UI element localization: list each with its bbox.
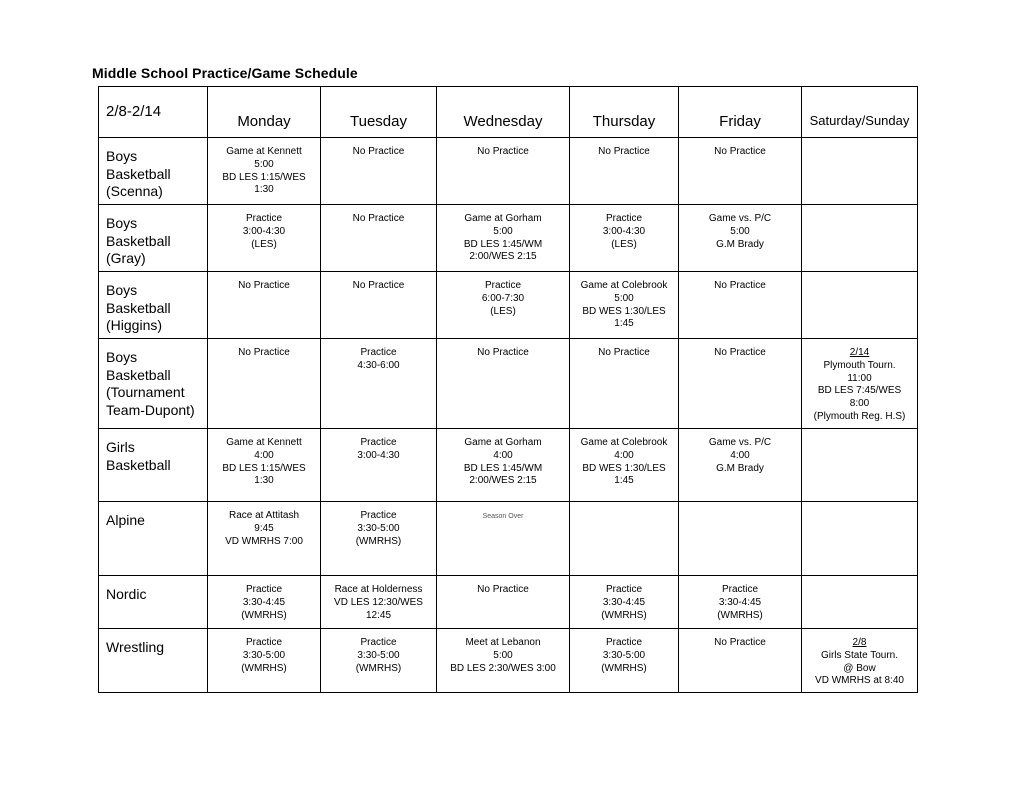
schedule-cell-friday bbox=[679, 205, 802, 272]
event-line: VD WMRHS 7:00 bbox=[225, 535, 303, 547]
event-line: BD LES 1:15/WES bbox=[222, 462, 306, 474]
event-line: 3:30-5:00 bbox=[242, 649, 286, 661]
event-line: Practice bbox=[360, 510, 397, 521]
event-line: 4:00 bbox=[493, 449, 513, 461]
event-line: 4:00 bbox=[614, 449, 634, 461]
schedule-row bbox=[99, 339, 918, 429]
team-name-line: Boys bbox=[106, 215, 138, 231]
schedule-cell-tuesday bbox=[321, 576, 437, 629]
team-name-line: Basketball bbox=[106, 165, 171, 182]
event-line: 3:30-4:45 bbox=[718, 596, 762, 608]
event-line: No Practice bbox=[238, 347, 290, 358]
team-name-line: Girls bbox=[106, 439, 135, 455]
schedule-cell-monday bbox=[208, 272, 321, 339]
event-line: No Practice bbox=[598, 347, 650, 358]
team-name-line: (Scenna) bbox=[106, 183, 163, 199]
event-line: (WMRHS) bbox=[601, 609, 647, 621]
schedule-cell-monday bbox=[208, 502, 321, 576]
team-name-cell bbox=[99, 629, 208, 693]
schedule-row bbox=[99, 272, 918, 339]
schedule-cell-friday bbox=[679, 576, 802, 629]
team-name-line: Boys bbox=[106, 349, 138, 365]
schedule-cell-thursday bbox=[570, 339, 679, 429]
schedule-cell-weekend bbox=[802, 138, 918, 205]
event-line: 3:30-4:45 bbox=[602, 596, 646, 608]
event-line: 3:30-4:45 bbox=[242, 596, 286, 608]
event-line: 1:30 bbox=[254, 184, 274, 196]
schedule-cell-wednesday bbox=[437, 576, 570, 629]
event-line: G.M Brady bbox=[716, 238, 764, 250]
team-name-cell bbox=[99, 205, 208, 272]
schedule-cell-monday bbox=[208, 339, 321, 429]
event-line: (Plymouth Reg. H.S) bbox=[813, 410, 906, 422]
team-name-line: (Higgins) bbox=[106, 317, 163, 333]
event-line: No Practice bbox=[352, 146, 405, 157]
event-line: 2:00/WES 2:15 bbox=[469, 251, 537, 263]
schedule-row bbox=[99, 576, 918, 629]
event-line: (LES) bbox=[611, 238, 637, 250]
event-line: (WMRHS) bbox=[241, 662, 287, 674]
schedule-cell-weekend bbox=[802, 576, 918, 629]
schedule-cell-thursday bbox=[570, 138, 679, 205]
schedule-cell-friday bbox=[679, 272, 802, 339]
event-line: BD LES 1:15/WES bbox=[222, 171, 306, 183]
event-line: 9:45 bbox=[254, 522, 274, 534]
schedule-cell-thursday bbox=[570, 429, 679, 502]
event-line: 1:30 bbox=[254, 475, 274, 487]
event-line: 4:30-6:00 bbox=[357, 359, 400, 371]
team-name-line: Boys bbox=[106, 282, 138, 298]
event-line: (LES) bbox=[490, 305, 516, 317]
schedule-cell-weekend bbox=[802, 429, 918, 502]
schedule-cell-tuesday bbox=[321, 138, 437, 205]
event-line: No Practice bbox=[352, 213, 405, 224]
event-line: 3:00-4:30 bbox=[357, 449, 400, 461]
event-line: Girls State Tourn. bbox=[820, 649, 899, 661]
event-line: 11:00 bbox=[847, 372, 872, 384]
schedule-cell-thursday bbox=[570, 502, 679, 576]
event-line: Practice bbox=[484, 280, 522, 291]
event-line: 4:00 bbox=[254, 449, 274, 461]
schedule-cell-wednesday bbox=[437, 629, 570, 693]
schedule-row bbox=[99, 502, 918, 576]
event-line: BD LES 1:45/WM bbox=[463, 238, 543, 250]
schedule-title: Middle School Practice/Game Schedule bbox=[92, 65, 358, 81]
event-line: Practice bbox=[605, 637, 643, 648]
team-name-cell bbox=[99, 502, 208, 576]
event-line: BD WES 1:30/LES bbox=[582, 462, 666, 474]
schedule-cell-wednesday bbox=[437, 205, 570, 272]
event-line: 3:30-5:00 bbox=[357, 522, 400, 534]
event-line: Practice bbox=[605, 584, 643, 595]
team-name-line: (Gray) bbox=[106, 250, 146, 266]
event-line: 5:00 bbox=[493, 225, 513, 237]
schedule-cell-monday bbox=[208, 429, 321, 502]
event-line: BD LES 7:45/WES bbox=[817, 385, 902, 397]
schedule-cell-friday bbox=[679, 138, 802, 205]
event-line: Game at Colebrook bbox=[580, 280, 668, 291]
event-line: 1:45 bbox=[614, 318, 634, 330]
schedule-cell-friday bbox=[679, 339, 802, 429]
event-line: Game at Gorham bbox=[464, 437, 542, 448]
event-line: 1:45 bbox=[614, 475, 634, 487]
schedule-cell-weekend bbox=[802, 502, 918, 576]
event-line: Practice bbox=[605, 213, 643, 224]
schedule-body bbox=[99, 87, 918, 693]
event-line: 2:00/WES 2:15 bbox=[469, 475, 537, 487]
event-line: 6:00-7:30 bbox=[481, 292, 525, 304]
schedule-cell-thursday bbox=[570, 576, 679, 629]
event-line: No Practice bbox=[714, 146, 766, 157]
team-name-line: Basketball bbox=[106, 456, 171, 473]
schedule-cell-friday bbox=[679, 502, 802, 576]
event-line: Practice bbox=[360, 347, 397, 358]
event-line: No Practice bbox=[352, 280, 405, 291]
event-line: G.M Brady bbox=[716, 462, 764, 474]
event-line: (WMRHS) bbox=[717, 609, 763, 621]
event-line: Practice bbox=[245, 584, 283, 595]
team-name-line: (Tournament bbox=[106, 384, 185, 400]
schedule-cell-tuesday bbox=[321, 272, 437, 339]
day-header-monday: Monday bbox=[208, 87, 321, 138]
schedule-cell-weekend bbox=[802, 629, 918, 693]
team-name-line: Basketball bbox=[106, 299, 171, 316]
day-header-weekend: Saturday/Sunday bbox=[802, 87, 918, 138]
event-line: No Practice bbox=[238, 280, 290, 291]
event-line: Practice bbox=[721, 584, 759, 595]
schedule-cell-wednesday bbox=[437, 272, 570, 339]
schedule-cell-monday bbox=[208, 138, 321, 205]
day-header-thursday: Thursday bbox=[570, 87, 679, 138]
event-line: Game at Colebrook bbox=[580, 437, 668, 448]
event-line: 8:00 bbox=[849, 398, 870, 410]
event-line: No Practice bbox=[477, 347, 529, 358]
schedule-cell-tuesday bbox=[321, 502, 437, 576]
schedule-row bbox=[99, 429, 918, 502]
schedule-table bbox=[98, 86, 918, 693]
event-line: Practice bbox=[245, 213, 283, 224]
team-name-line: Boys bbox=[106, 148, 138, 164]
event-line: Plymouth Tourn. bbox=[823, 359, 896, 371]
event-line: No Practice bbox=[714, 347, 766, 358]
event-line: VD WMRHS at 8:40 bbox=[815, 675, 904, 687]
team-name-line: Wrestling bbox=[106, 639, 165, 655]
event-line: 12:45 bbox=[365, 609, 392, 621]
event-line: Practice bbox=[360, 437, 397, 448]
event-line: Season Over bbox=[482, 513, 524, 520]
schedule-cell-tuesday bbox=[321, 629, 437, 693]
event-line: 5:00 bbox=[254, 158, 274, 170]
event-line: Practice bbox=[360, 637, 397, 648]
schedule-cell-thursday bbox=[570, 205, 679, 272]
event-line: Game at Kennett bbox=[226, 437, 302, 448]
event-line: BD LES 2:30/WES 3:00 bbox=[450, 662, 556, 674]
event-line: (WMRHS) bbox=[241, 609, 287, 621]
schedule-cell-weekend bbox=[802, 339, 918, 429]
event-line: Practice bbox=[245, 637, 283, 648]
schedule-row bbox=[99, 205, 918, 272]
team-name-line: Alpine bbox=[106, 512, 145, 528]
event-line: 5:00 bbox=[614, 292, 634, 304]
day-header-tuesday: Tuesday bbox=[321, 87, 437, 138]
schedule-cell-friday bbox=[679, 629, 802, 693]
event-line: 2/14 bbox=[849, 347, 870, 358]
schedule-cell-thursday bbox=[570, 272, 679, 339]
schedule-cell-thursday bbox=[570, 629, 679, 693]
schedule-cell-wednesday bbox=[437, 429, 570, 502]
event-line: Game vs. P/C bbox=[708, 213, 772, 224]
event-line: 3:30-5:00 bbox=[602, 649, 646, 661]
team-name-line: Nordic bbox=[106, 586, 147, 602]
day-header-wednesday: Wednesday bbox=[437, 87, 570, 138]
event-line: (WMRHS) bbox=[355, 662, 402, 674]
event-line: 3:30-5:00 bbox=[357, 649, 400, 661]
header-row bbox=[99, 87, 918, 138]
event-line: No Practice bbox=[714, 637, 766, 648]
team-name-line: Basketball bbox=[106, 366, 171, 383]
event-line: (LES) bbox=[251, 238, 277, 250]
team-name-cell bbox=[99, 339, 208, 429]
team-name-cell bbox=[99, 138, 208, 205]
day-header-friday: Friday bbox=[679, 87, 802, 138]
schedule-cell-friday bbox=[679, 429, 802, 502]
schedule-cell-monday bbox=[208, 205, 321, 272]
event-line: BD WES 1:30/LES bbox=[582, 305, 666, 317]
team-name-line: Basketball bbox=[106, 232, 171, 249]
event-line: No Practice bbox=[714, 280, 766, 291]
event-line: @ Bow bbox=[843, 662, 876, 674]
event-line: (WMRHS) bbox=[355, 535, 402, 547]
schedule-cell-tuesday bbox=[321, 429, 437, 502]
event-line: (WMRHS) bbox=[601, 662, 647, 674]
event-line: Race at Attitash bbox=[228, 510, 300, 521]
event-line: Game vs. P/C bbox=[708, 437, 772, 448]
event-line: No Practice bbox=[477, 584, 529, 595]
schedule-row bbox=[99, 629, 918, 693]
event-line: No Practice bbox=[477, 146, 529, 157]
event-line: 5:00 bbox=[730, 225, 750, 237]
event-line: 2/8 bbox=[852, 637, 867, 648]
schedule-cell-tuesday bbox=[321, 205, 437, 272]
event-line: Race at Holderness bbox=[334, 584, 423, 595]
schedule-cell-weekend bbox=[802, 272, 918, 339]
schedule-cell-wednesday bbox=[437, 138, 570, 205]
event-line: 3:00-4:30 bbox=[242, 225, 286, 237]
schedule-cell-wednesday bbox=[437, 339, 570, 429]
event-line: No Practice bbox=[598, 146, 650, 157]
schedule-cell-wednesday bbox=[437, 502, 570, 576]
team-name-cell bbox=[99, 272, 208, 339]
schedule-cell-weekend bbox=[802, 205, 918, 272]
team-name-cell bbox=[99, 429, 208, 502]
team-name-cell bbox=[99, 576, 208, 629]
event-line: Meet at Lebanon bbox=[465, 637, 541, 648]
date-range-header: 2/8-2/14 bbox=[99, 87, 208, 138]
event-line: 3:00-4:30 bbox=[602, 225, 646, 237]
event-line: 5:00 bbox=[493, 649, 513, 661]
event-line: 4:00 bbox=[730, 449, 750, 461]
event-line: Game at Kennett bbox=[226, 146, 302, 157]
event-line: VD LES 12:30/WES bbox=[334, 596, 423, 608]
team-name-line: Team-Dupont) bbox=[106, 401, 195, 418]
event-line: Game at Gorham bbox=[464, 213, 542, 224]
schedule-cell-monday bbox=[208, 629, 321, 693]
schedule-cell-monday bbox=[208, 576, 321, 629]
event-line: BD LES 1:45/WM bbox=[463, 462, 543, 474]
schedule-row bbox=[99, 138, 918, 205]
schedule-cell-tuesday bbox=[321, 339, 437, 429]
